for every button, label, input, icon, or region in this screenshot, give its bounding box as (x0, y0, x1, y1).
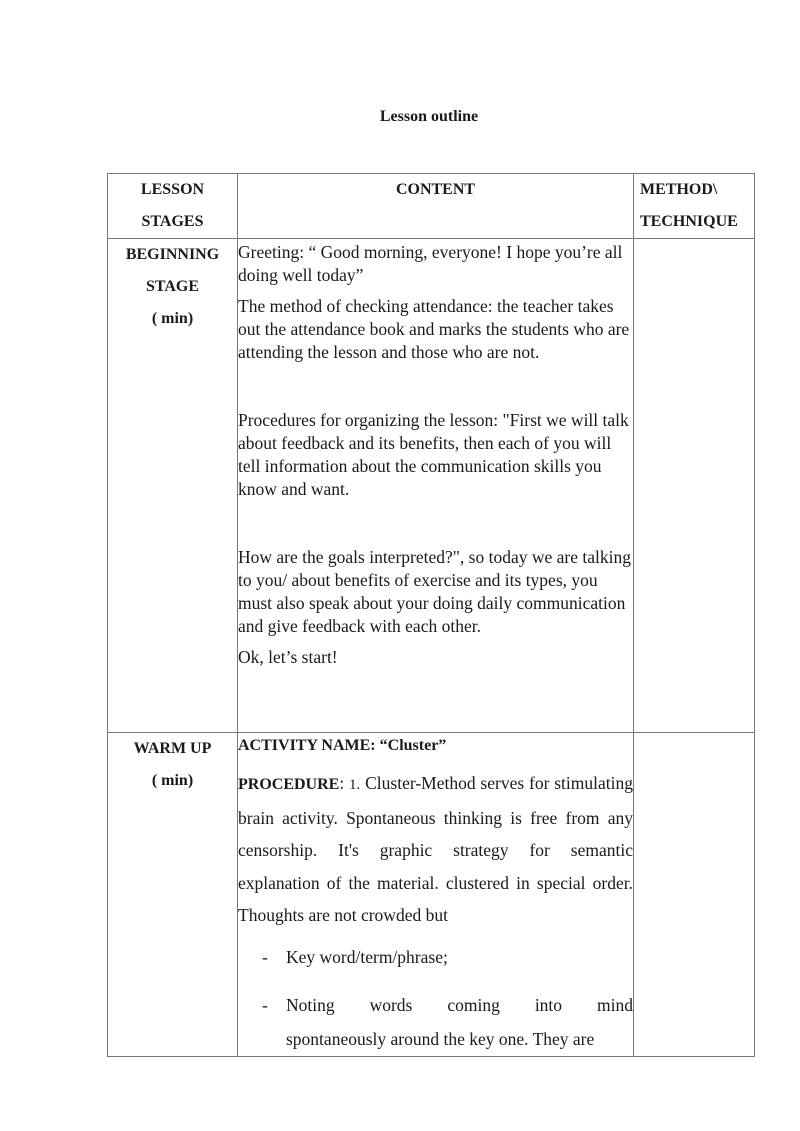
table-row-warm-up (108, 733, 755, 1057)
header-method-line2: TECHNIQUE (640, 213, 738, 230)
list-item (238, 940, 633, 974)
table-header-row (108, 174, 755, 239)
header-content (238, 174, 634, 239)
dash-bullet: - (262, 994, 268, 1015)
page-title: Lesson outline (379, 108, 479, 125)
procedure-number: 1. (349, 777, 361, 793)
header-method-line1: METHOD\ (640, 181, 718, 198)
procedures-paragraph: Procedures for organizing the lesson: "First we will talk about feedback and its benefits, then each of you will tell information about the communication skills you know and want. (238, 410, 629, 499)
activity-name: ACTIVITY NAME: “Cluster” (238, 737, 447, 754)
list-item (238, 988, 633, 1056)
procedure-text: Cluster-Method serves for stimulating brain activity. Spontaneous thinking is free from any censorship. It's graphic strategy for semantic explanation of the material. clustered in special order. Thoughts are not crowded but (238, 773, 633, 925)
content-cell-beginning (238, 239, 634, 733)
dash-bullet: - (262, 946, 268, 967)
stage-cell-beginning (108, 239, 238, 733)
stage-cell-warm-up (108, 733, 238, 1057)
greeting-paragraph: Greeting: “ Good morning, everyone! I hope you’re all doing well today” (238, 242, 623, 285)
header-lesson-stages (108, 174, 238, 239)
stage-beginning-line3: ( min) (151, 310, 194, 327)
stage-warmup-line2: ( min) (151, 772, 194, 789)
header-content-label: CONTENT (395, 181, 476, 198)
goals-paragraph: How are the goals interpreted?", so today we are talking to you/ about benefits of exercise and its types, you must also speak about your doing daily communication and give feedback with each other. (238, 547, 631, 636)
procedure-paragraph (238, 767, 633, 932)
header-stages-line1: LESSON (140, 181, 205, 198)
header-method-technique (634, 174, 755, 239)
procedure-colon: : (339, 773, 350, 793)
stage-beginning-line1: BEGINNING (125, 246, 220, 263)
cluster-steps-list (238, 940, 633, 1056)
attendance-paragraph: The method of checking attendance: the teacher takes out the attendance book and marks the students who are attending the lesson and those who are not. (238, 296, 630, 362)
method-cell-warm-up (634, 733, 755, 1057)
stage-warmup-line1: WARM UP (133, 740, 212, 757)
header-stages-line2: STAGES (141, 213, 204, 230)
method-cell-beginning (634, 239, 755, 733)
list-item-text-line2: spontaneously around the key one. They are (286, 1028, 595, 1049)
list-item-text: Key word/term/phrase; (286, 946, 448, 967)
table-row-beginning-stage (108, 239, 755, 733)
start-paragraph: Ok, let’s start! (238, 647, 338, 667)
stage-beginning-line2: STAGE (145, 278, 200, 295)
content-cell-warm-up (238, 733, 634, 1057)
lesson-outline-table (107, 173, 755, 1057)
procedure-label: PROCEDURE (238, 776, 340, 793)
list-item-text-line1: Noting words coming into mind (286, 994, 633, 1015)
